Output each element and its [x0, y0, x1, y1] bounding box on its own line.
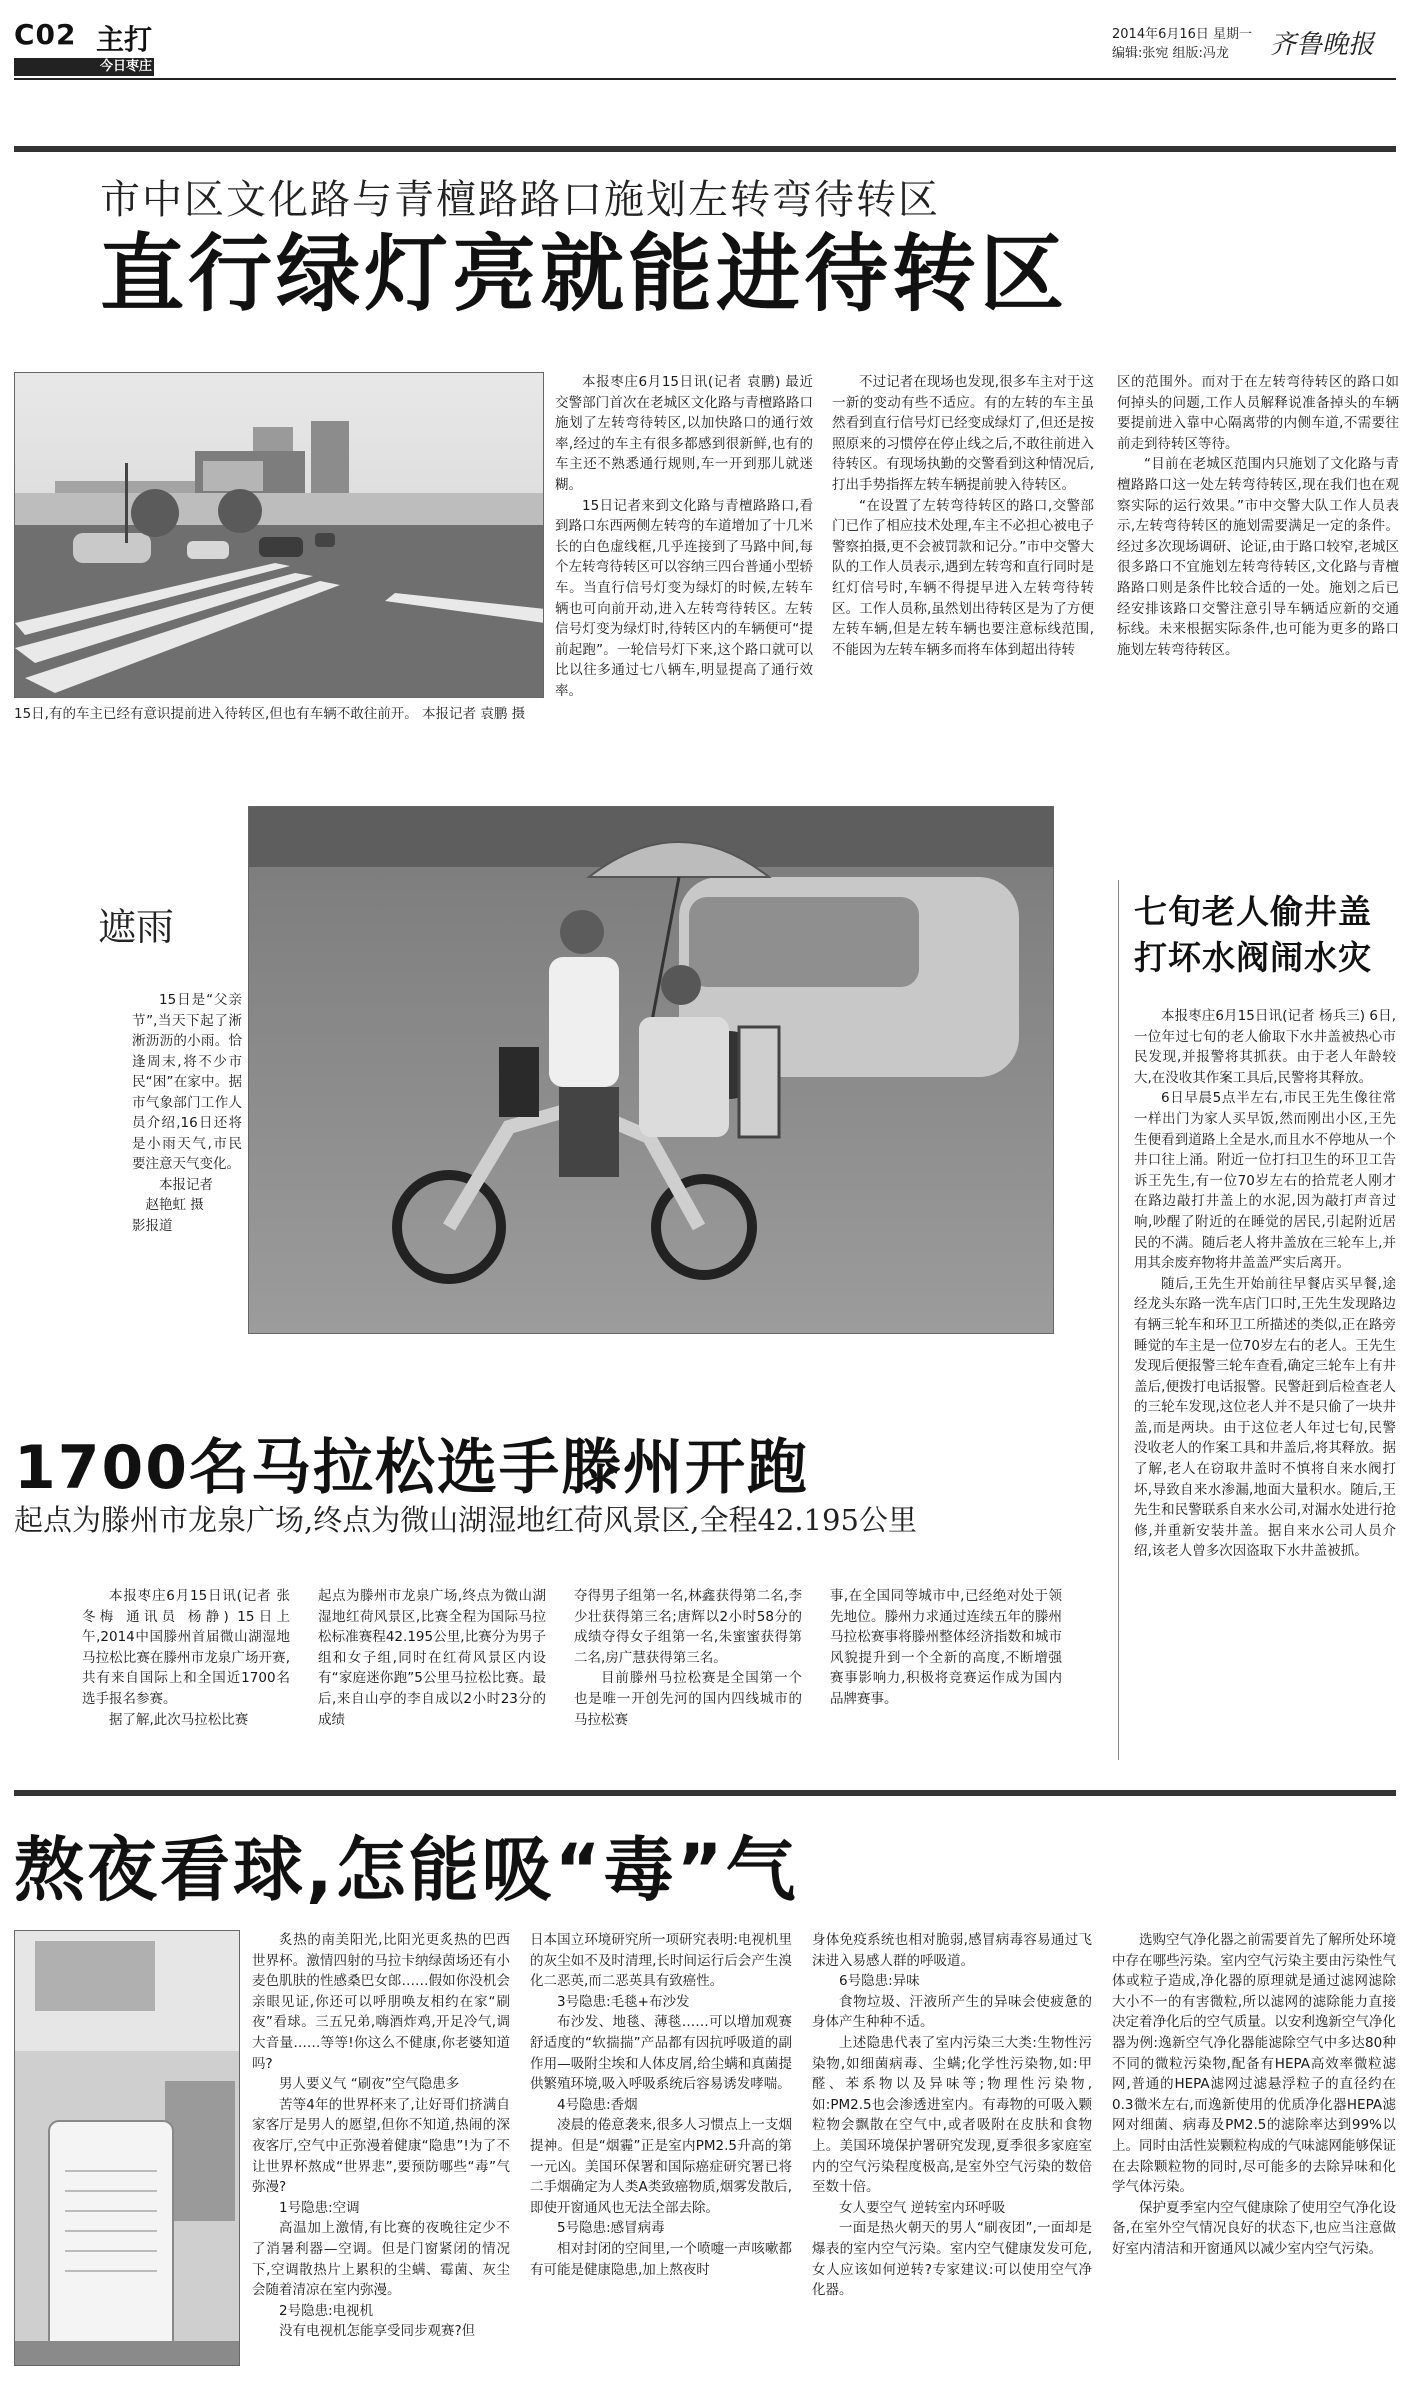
story4-subhead: 女人要空气 逆转室内环呼吸 [839, 2199, 1006, 2216]
story4-col1 [252, 1930, 510, 2374]
hazard-heading: 6号隐患:异味 [839, 1973, 920, 1990]
photo2-title: 遮雨 [98, 905, 175, 949]
story2-body [1134, 1006, 1396, 1762]
header-editors: 编辑:张宛 组版:冯龙 [1112, 46, 1229, 61]
subsection: 今日枣庄 [100, 59, 153, 74]
paragraph: 食物垃圾、汗液所产生的异味会使疲惫的身体产生种种不适。 [812, 1993, 1092, 2031]
paragraph: “目前在老城区范围内只施划了文化路与青檀路路口这一处左转弯待转区,现在我们也在观察实际的运行效果。”市中交警大队工作人员表示,左转弯待转区的施划需要满足一定的条件。经过多次现场调研、论证,由于路口较窄,老城区很多路口不宜施划左转弯待转区,文化路与青檀路路口则是条件比较合适的一处。施划之后已经安排该路口交警注意引导车辆适应新的交通标线。未来根据实际条件,也可能为更多的路口施划左转弯待转区。 [1117, 456, 1399, 658]
paragraph: 区的范围外。而对于在左转弯待转区的路口如何掉头的问题,工作人员解释说准备掉头的车辆要提前进入靠中心隔离带的内侧车道,不需要往前走到待转区等待。 [1117, 374, 1399, 452]
header-date: 2014年6月16日 星期一 [1112, 27, 1253, 42]
story3-col3 [574, 1586, 802, 1762]
story4-col4 [1112, 1930, 1396, 2374]
story3-col4 [830, 1586, 1062, 1762]
paragraph: 保护夏季室内空气健康除了使用空气净化设备,在室外空气情况良好的状态下,也应当注意做好室内清洁和开窗通风以减少室内空气污染。 [1112, 2199, 1396, 2257]
paragraph: 不过记者在现场也发现,很多车主对于这一新的变动有些不适应。有的左转的车主虽然看到直行信号灯已经变成绿灯了,但还是按照原来的习惯停在停止线之后,不敢往前进入待转区。有现场执勤的交警看到这种情况后,打出手势指挥左转车辆提前驶入待转区。 [832, 374, 1094, 493]
paragraph: 6日早晨5点半左右,市民王先生像往常一样出门为家人买早饭,然而刚出小区,王先生便看到道路上全是水,而且水不停地从一个井口往上涌。附近一位打扫卫生的环卫工告诉王先生,有一位70岁左右的拾荒老人刚才在路边敲打井盖上的水泥,因为敲打声音过响,吵醒了附近的在睡觉的居民,引起附近居民的不满。随后老人将井盖放在三轮车上,并用其余废弃物将井盖盖严实后离开。 [1134, 1090, 1396, 1272]
story3-subhead: 起点为滕州市龙泉广场,终点为微山湖湿地红荷风景区,全程42.195公里 [14, 1503, 917, 1537]
photo2-image [248, 806, 1054, 1334]
paragraph: 身体免疫系统也相对脆弱,感冒病毒容易通过飞沫进入易感人群的呼吸道。 [812, 1932, 1092, 1969]
photo2-caption [132, 990, 242, 1290]
story4-photo [14, 1930, 240, 2366]
paragraph: 夺得男子组第一名,林鑫获得第二名,李少壮获得第三名;唐辉以2小时58分的成绩夺得女子组第一名,朱蜜蜜获得第二名,房广慧获得第三名。 [574, 1588, 802, 1666]
hazard-heading: 4号隐患:香烟 [557, 2096, 638, 2113]
paragraph: 本报枣庄6月15日讯(记者 袁鹏) 最近交警部门首次在老城区文化路与青檀路路口施划了左转弯待转区,以加快路口的通行效率,经过的车主有很多都感到很新鲜,也有的车主还不熟悉通行规则,车一开到那儿就迷糊。 [555, 374, 813, 493]
section-name: 主打 [96, 23, 153, 56]
paragraph: 据了解,此次马拉松比赛 [109, 1711, 249, 1728]
story1-photo [14, 372, 544, 698]
paragraph: 布沙发、地毯、薄毯……可以增加观赛舒适度的“软揣揣”产品都有因抗呼吸道的副作用—吸附尘埃和人体皮屑,给尘螨和真菌提供繁殖环境,吸入呼吸系统后容易诱发哮喘。 [530, 2014, 792, 2093]
photo2-credit: 赵艳虹 摄 [145, 1197, 204, 1213]
story1-photo-caption: 15日,有的车主已经有意识提前进入待转区,但也有车辆不敢往前开。 本报记者 袁鹏 摄 [14, 706, 526, 722]
header-rule [14, 78, 1396, 80]
hazard-heading: 5号隐患:感冒病毒 [557, 2220, 665, 2237]
story1-col2 [832, 372, 1094, 714]
section-rule-top [14, 146, 1396, 152]
paragraph: “在设置了左转弯待转区的路口,交警部门已作了相应技术处理,车主不必担心被电子警察拍摄,更不会被罚款和记分。”市中交警大队的工作人员表示,遇到左转弯和直行同时是红灯信号时,车辆不得提早进入左转弯待转区。工作人员称,虽然划出待转区是为了方便左转车辆,但是左转车辆也要注意标线范围,不能因为左转车辆多而将车体到超出待转 [832, 497, 1094, 658]
paragraph: 目前滕州马拉松赛是全国第一个也是唯一开创先河的国内四线城市的马拉松赛 [574, 1670, 802, 1728]
photo2-caption-text: 15日是“父亲节”,当天下起了淅淅沥沥的小雨。恰逢周末,将不少市民“困”在家中。据市气象部门工作人员介绍,16日还将是小雨天气,市民要注意天气变化。 [132, 992, 242, 1172]
paragraph: 随后,王先生开始前往早餐店买早餐,途经龙头东路一洗车店门口时,王先生发现路边有辆三轮车和环卫工所描述的类似,正在路旁睡觉的车主是一位70岁左右的老人。王先生发现后便报警三轮车查看,确定三轮车上有井盖后,便拨打电话报警。民警赶到后检查老人的三轮车发现,这位老人并不是只偷了一块井盖,而是两块。由于这位老人年过七旬,民警没收老人的作案工具和井盖后,将其释放。据了解,老人在窃取井盖时不慎将自来水阀打坏,导致自来水渗漏,地面大量积水。随后,王先生和民警联系自来水公司,对漏水处进行抢修,并重新安装井盖。据自来水公司人员介绍,该老人曾多次因盗取下水井盖被抓。 [1134, 1275, 1396, 1560]
paragraph: 事,在全国同等城市中,已经绝对处于领先地位。滕州力求通过连续五年的滕州马拉松赛事将滕州整体经济指数和城市风貌提升到一个全新的高度,不断增强赛事影响力,积极将竞赛运作成为国内品牌赛事。 [830, 1588, 1062, 1707]
paragraph: 本报枣庄6月15日讯(记者 张冬梅 通讯员 杨静) 15日上午,2014中国滕州首届微山湖湿地马拉松比赛在滕州市龙泉广场开赛,共有来自国际上和全国近1700名选手报名参赛。 [82, 1588, 290, 1707]
section-rule-bottom [14, 1790, 1396, 1796]
story1-col3 [1117, 372, 1399, 714]
paragraph: 本报枣庄6月15日讯(记者 杨兵三) 6日,一位年过七旬的老人偷取下水井盖被热心市民发现,并报警将其抓获。由于老人年龄较大,在没收其作案工具后,民警将其释放。 [1134, 1008, 1396, 1086]
story2-headline-line1: 七旬老人偷井盖 [1134, 892, 1372, 931]
story4-headline: 熬夜看球,怎能吸“毒”气 [14, 1829, 799, 1911]
story1-col1 [555, 372, 813, 714]
paper-name: 齐鲁晚报 [1270, 30, 1375, 60]
story4-col2 [530, 1930, 792, 2374]
paragraph: 高温加上激情,有比赛的夜晚往定少不了消暑利器—空调。但是门窗紧闭的情况下,空调散热片上累积的尘螨、霉菌、灰尘会随着清凉在室内弥漫。 [252, 2220, 510, 2299]
paragraph: 日本国立环境研究所一项研究表明:电视机里的灰尘如不及时清理,长时间运行后会产生溴化二恶英,而二恶英具有致癌性。 [530, 1932, 792, 1990]
paragraph: 上述隐患代表了室内污染三大类:生物性污染物,如细菌病毒、尘螨;化学性污染物,如:甲醛、苯系物以及异味等;物理性污染物,如:PM2.5也会渗透进室内。有毒物的可吸入颗粒物会飘散在空气中,或者吸附在皮肤和食物上。美国环境保护署研究发现,夏季很多家庭室内的空气污染程度极高,是室外空气污染的数倍至数十倍。 [812, 2034, 1092, 2196]
story4-subhead: 男人要义气 “刷夜”空气隐患多 [279, 2076, 460, 2093]
paragraph: 炙热的南美阳光,比阳光更炙热的巴西世界杯。激情四射的马拉卡纳绿茵场还有小麦色肌肤的性感桑巴女郎……假如你没机会亲眼见证,你还可以呼朋唤友相约在家“刷夜”看球。三五兄弟,嗨酒炸鸡,开足冷气,调大音量……等等!你这么不健康,你老婆知道吗? [252, 1932, 510, 2072]
paragraph: 一面是热火朝天的男人“刷夜团”,一面却是爆表的室内空气污染。室内空气健康发发可危,女人应该如何逆转?专家建议:可以使用空气净化器。 [812, 2220, 1092, 2299]
photo2-credit: 影报道 [132, 1217, 173, 1234]
paragraph: 15日记者来到文化路与青檀路路口,看到路口东西两侧左转弯的车道增加了十几米长的白色虚线框,几乎连接到了马路中间,每个左转弯待转区可以容纳三四台普通小型轿车。当直行信号灯变为绿灯的时候,左转车辆也可向前开动,进入左转弯待转区。左转信号灯变为绿灯时,待转区内的车辆便可“提前起跑”。一轮信号灯下来,这个路口就可以比以往多通过七八辆车,明显提高了通行效率。 [555, 497, 813, 699]
page-code: C02 [14, 18, 77, 51]
story2-headline-line2: 打坏水阀闹水灾 [1134, 938, 1372, 977]
hazard-heading: 2号隐患:电视机 [279, 2302, 374, 2319]
photo2-credit: 本报记者 [159, 1176, 213, 1193]
story3-col2 [318, 1586, 546, 1762]
story3-headline: 1700名马拉松选手滕州开跑 [14, 1433, 809, 1503]
paragraph: 相对封闭的空间里,一个喷嚏一声咳嗽都有可能是健康隐患,加上熬夜时 [530, 2240, 792, 2278]
paragraph: 苦等4年的世界杯来了,让好哥们挤满自家客厅是男人的愿望,但你不知道,热闹的深夜客厅,空气中正弥漫着健康“隐患”!为了不让世界杯熬成“世界悲”,要预防哪些“毒”气弥漫? [252, 2096, 510, 2196]
paragraph: 没有电视机怎能享受同步观赛?但 [279, 2323, 476, 2340]
hazard-heading: 3号隐患:毛毯+布沙发 [557, 1993, 690, 2010]
hazard-heading: 1号隐患:空调 [279, 2199, 360, 2216]
story1-headline: 直行绿灯亮就能进待转区 [100, 225, 1069, 323]
paragraph: 凌晨的倦意袭来,很多人习惯点上一支烟提神。但是“烟霾”正是室内PM2.5升高的第一元凶。美国环保署和国际癌症研究署已将二手烟确定为人类A类致癌物质,烟雾发散后,即使开窗通风也无法全部去除。 [530, 2117, 792, 2216]
paragraph: 选购空气净化器之前需要首先了解所处环境中存在哪些污染。室内空气污染主要由污染性气体或粒子造成,净化器的原理就是通过滤网滤除大小不一的有害微粒,所以滤网的滤除能力直接决定着净化后的空气质量。以安利逸新空气净化器为例:逸新空气净化器能滤除空气中多达80种不同的微粒污染物,配备有HEPA高效率微粒滤网,普通的HEPA滤网过滤悬浮粒子的直径约在0.3微米左右,而逸新使用的优质净化器HEPA滤网对细菌、病毒及PM2.5的滤除率达到99%以上。同时由活性炭颗粒构成的气味滤网能够保证在去除颗粒物的同时,尽可能多的去除异味和化学气体污染。 [1112, 1932, 1396, 2196]
paragraph: 起点为滕州市龙泉广场,终点为微山湖湿地红荷风景区,比赛全程为国际马拉松标准赛程42.195公里,比赛分为男子组和女子组,同时在红荷风景区内设有“家庭迷你跑”5公里马拉松比赛。最后,来自山亭的李自成以2小时23分的成绩 [318, 1588, 546, 1728]
story4-col3 [812, 1930, 1092, 2374]
story2-divider [1118, 880, 1119, 1760]
story3-col1 [82, 1586, 290, 1762]
story1-kicker: 市中区文化路与青檀路路口施划左转弯待转区 [100, 177, 940, 223]
